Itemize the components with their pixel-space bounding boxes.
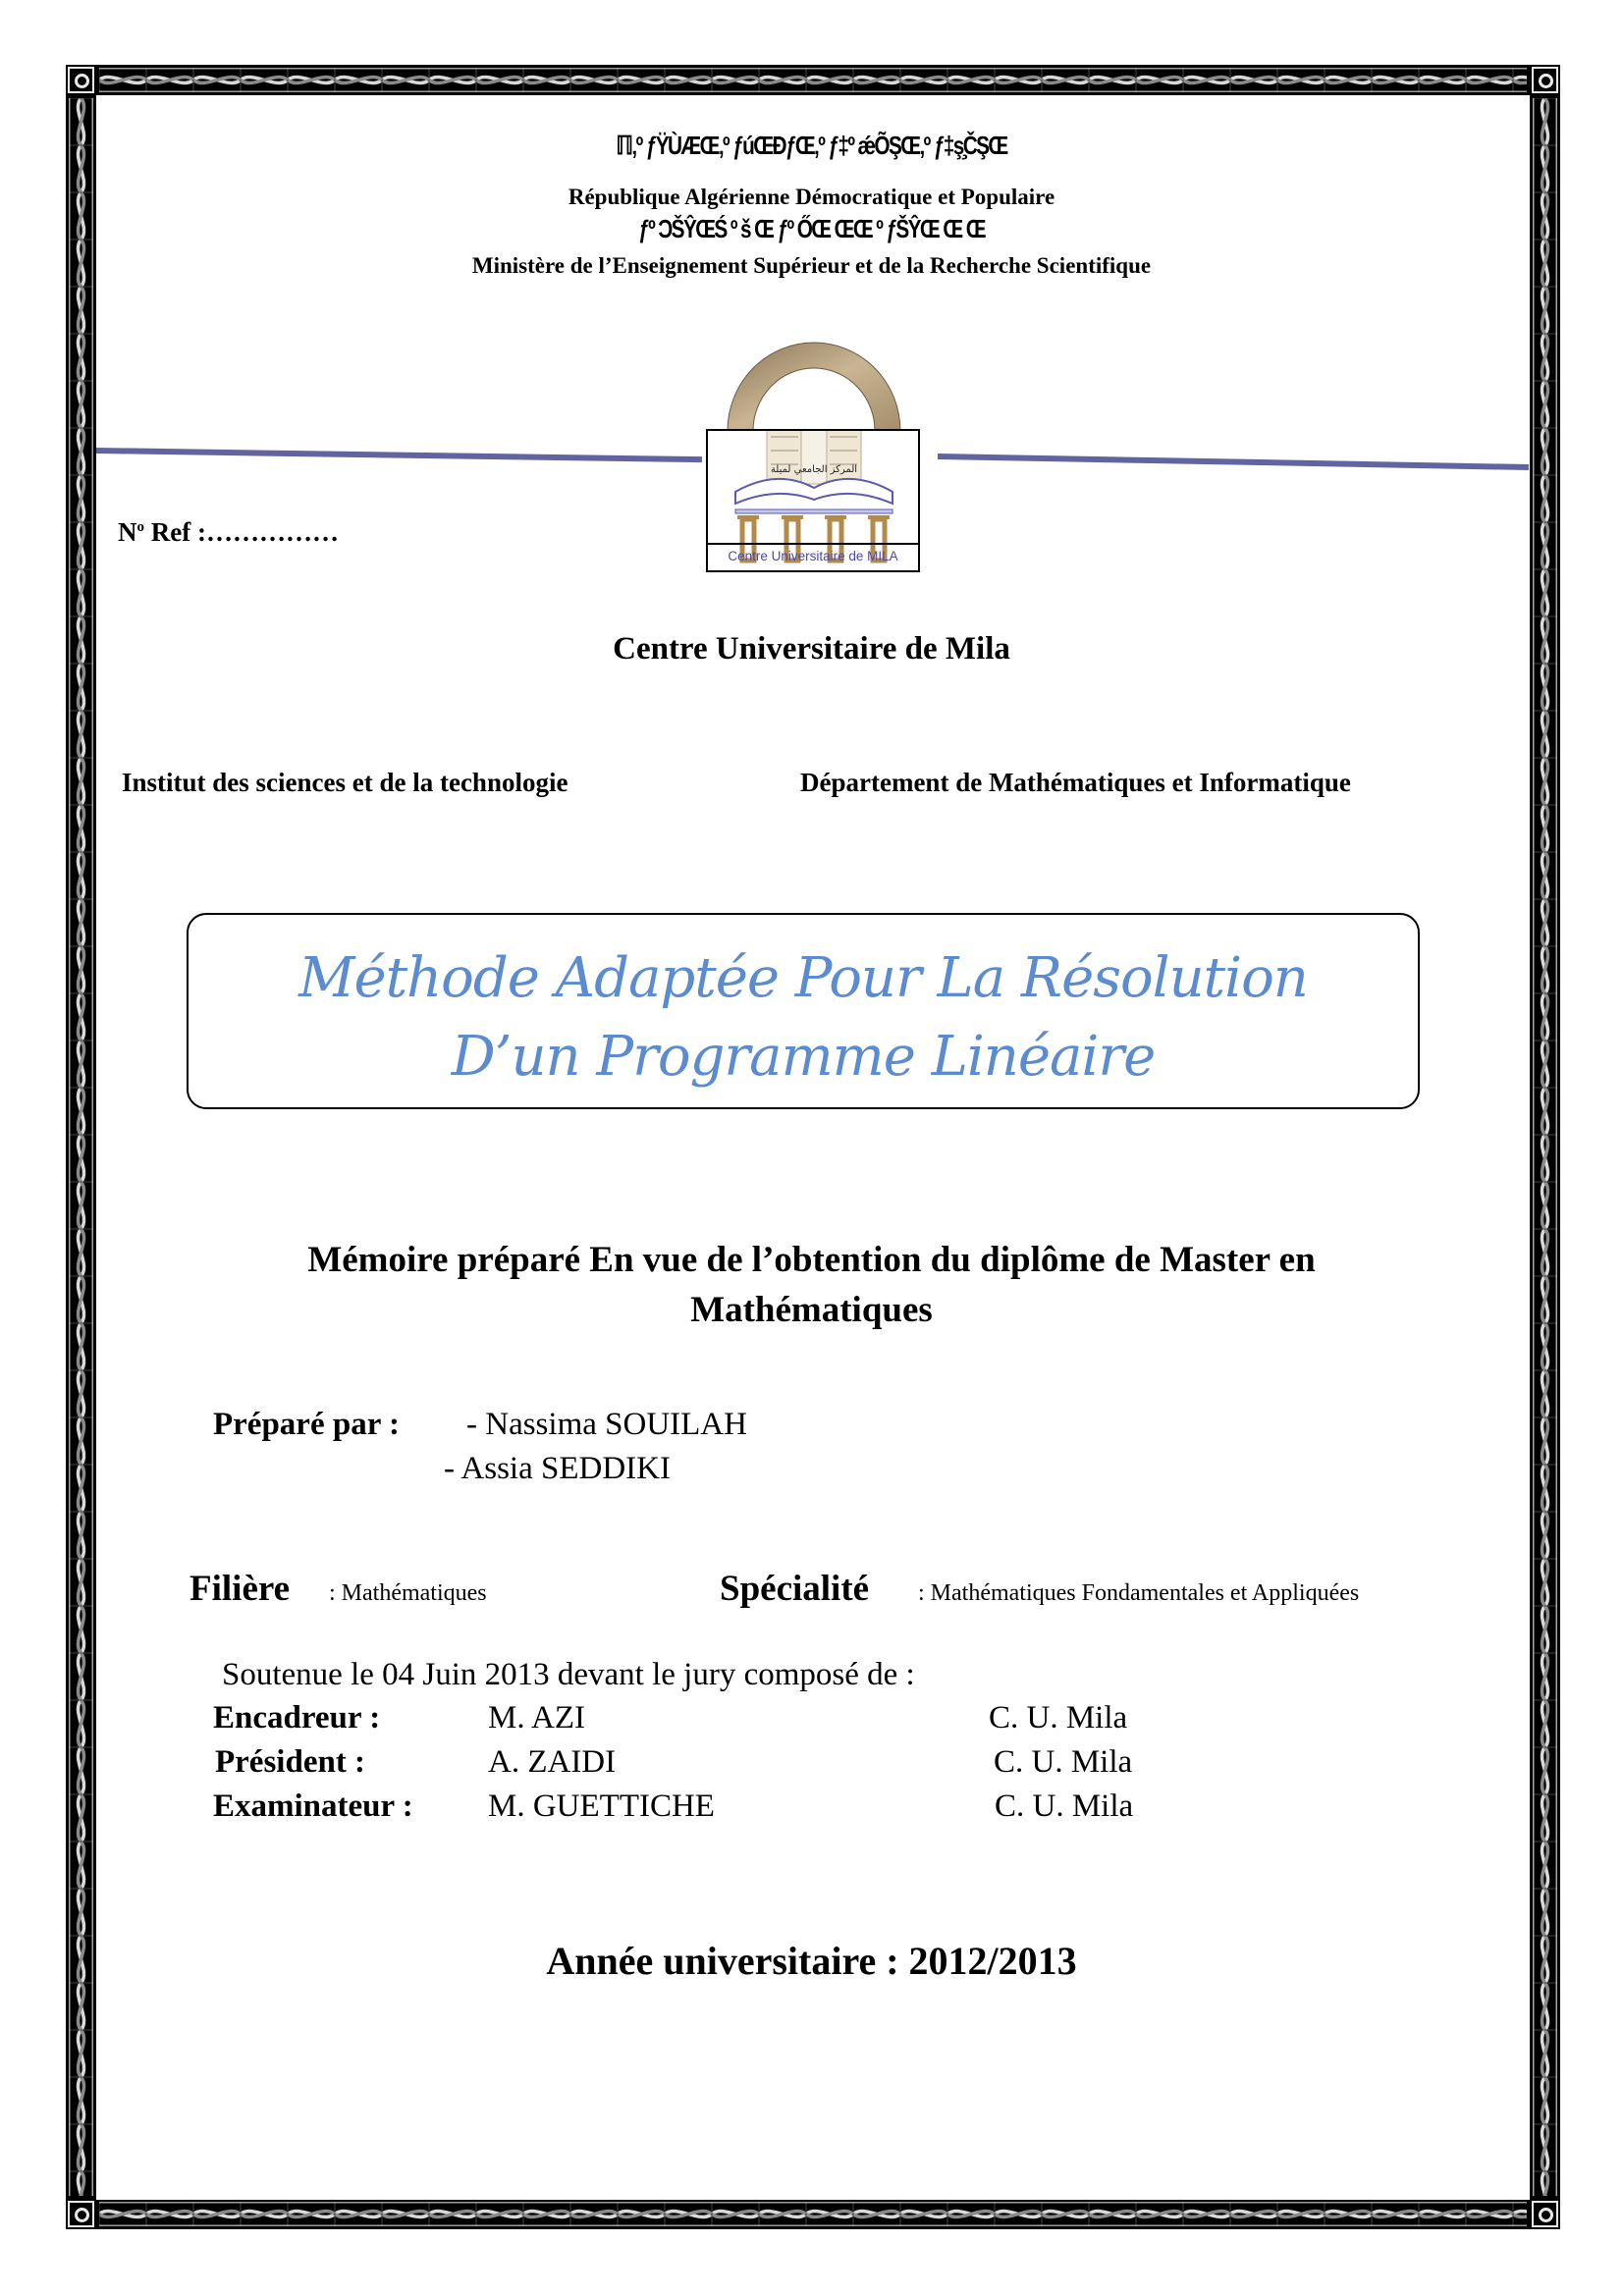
- logo-caption: Centre Universitaire de MILA: [708, 543, 918, 570]
- thesis-title-line-2: D’un Programme Linéaire: [451, 1025, 1156, 1089]
- reference-number: [118, 517, 339, 548]
- filiere-value: : Mathématiques: [329, 1580, 487, 1606]
- academic-year: Année universitaire : 2012/2013: [546, 1939, 1077, 1983]
- university-logo: [706, 339, 922, 574]
- header-arabic-republic: ℿ‚º ƒŸÙÆŒ‚º ƒúŒĐƒŒ‚º ƒ‡º ǽÕŞŒ‚º ƒ‡ş̧ČŞŒ: [616, 131, 1007, 160]
- border-corner-ornament: [1532, 67, 1558, 93]
- border-corner-ornament: [68, 2201, 94, 2227]
- jury-role: Examinateur :: [213, 1789, 413, 1824]
- defense-intro: Soutenue le 04 Juin 2013 devant le jury composé de :: [222, 1657, 915, 1692]
- jury-name: M. AZI: [488, 1700, 585, 1735]
- specialite-label: Spécialité: [720, 1569, 870, 1609]
- memoire-statement-line-2: Mathématiques: [690, 1290, 933, 1330]
- jury-institution: C. U. Mila: [995, 1789, 1134, 1824]
- border-rope-left: [69, 98, 93, 2196]
- memoire-statement-line-1: Mémoire préparé En vue de l’obtention du diplôme de Master en: [307, 1240, 1316, 1280]
- thesis-title-line-1: Méthode Adaptée Pour La Résolution: [298, 946, 1308, 1010]
- jury-institution: C. U. Mila: [994, 1744, 1133, 1780]
- departement-name: Département de Mathématiques et Informatique: [800, 768, 1351, 797]
- logo-arabic-label: المركز الجامعي لميلة: [770, 464, 858, 475]
- thesis-title-box: [187, 913, 1420, 1109]
- reference-superscript: o: [136, 519, 144, 535]
- filiere-label: Filière: [189, 1569, 291, 1609]
- specialite-value: : Mathématiques Fondamentales et Appliquées: [918, 1580, 1360, 1606]
- border-corner-ornament: [68, 67, 94, 93]
- jury-role: Encadreur :: [213, 1700, 381, 1735]
- institut-name: Institut des sciences et de la technologie: [122, 768, 568, 797]
- prepared-by-label: Préparé par :: [213, 1407, 400, 1442]
- border-corner-ornament: [1532, 2201, 1558, 2227]
- jury-name: A. ZAIDI: [488, 1744, 617, 1780]
- reference-prefix: N: [118, 517, 137, 547]
- border-rope-right: [1533, 98, 1557, 2196]
- header-republique: République Algérienne Démocratique et Populaire: [568, 185, 1055, 209]
- logo-frame: [706, 429, 920, 572]
- jury-name: M. GUETTICHE: [488, 1789, 715, 1824]
- header-ministere: Ministère de l’Enseignement Supérieur et de la Recherche Scientifique: [471, 253, 1152, 278]
- author-name: - Nassima SOUILAH: [466, 1407, 747, 1442]
- institution-name: Centre Universitaire de Mila: [613, 631, 1010, 667]
- jury-institution: C. U. Mila: [989, 1700, 1128, 1735]
- reference-label: Ref :……………: [144, 517, 339, 547]
- border-rope-top: [99, 68, 1527, 92]
- border-rope-bottom: [99, 2202, 1527, 2226]
- jury-role: Président :: [215, 1744, 366, 1780]
- author-name: - Assia SEDDIKI: [444, 1451, 671, 1486]
- header-arabic-ministry: ƒº ƆŠŶŒŚ º š Œ ƒº ŐŒ ŒŒ º ƒŠŶŒ Œ Œ: [638, 214, 985, 243]
